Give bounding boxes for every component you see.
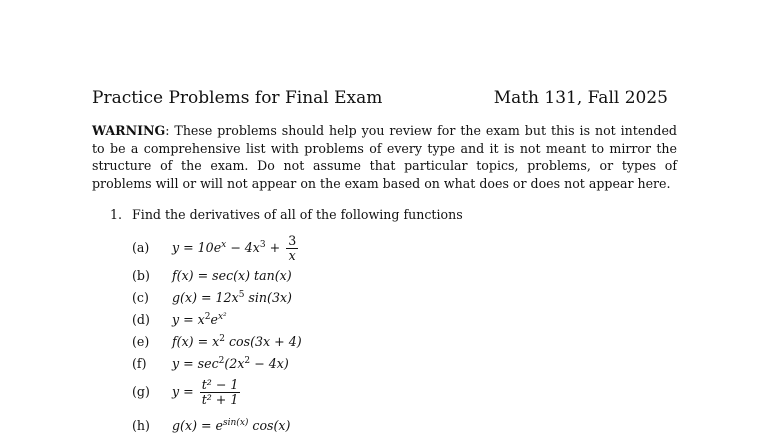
list-item-g xyxy=(132,378,242,407)
item-label: (a) xyxy=(132,240,150,255)
item-expr-part: y = 10e xyxy=(172,240,222,255)
item-exponent: 2 xyxy=(204,312,211,322)
item-expr-part: g(x) = e xyxy=(172,418,224,434)
item-expr-part: g(x) = 12x xyxy=(172,290,239,306)
document-title: Practice Problems for Final Exam xyxy=(92,88,383,108)
item-expr: f(x) = sec(x) tan(x) xyxy=(172,268,292,283)
problem-number: 1. xyxy=(110,207,123,222)
item-label: (d) xyxy=(132,312,150,328)
fraction-denominator: t² + 1 xyxy=(201,392,239,407)
problem-prompt: Find the derivatives of all of the following functions xyxy=(132,207,463,222)
fraction-denominator: x xyxy=(288,248,296,263)
item-fraction xyxy=(200,378,241,407)
item-label: (f) xyxy=(132,356,147,372)
item-expr-part: − 4x xyxy=(226,240,260,255)
item-label: (g) xyxy=(132,384,150,399)
item-exponent: 2 xyxy=(218,356,225,366)
item-expr-part: cos(3x + 4) xyxy=(225,334,302,350)
list-item-f xyxy=(132,356,289,371)
course-term: Math 131, Fall 2025 xyxy=(493,88,668,108)
item-exponent: sin(x) xyxy=(223,418,249,428)
warning-paragraph xyxy=(92,122,677,192)
item-expr-part: y = x xyxy=(172,312,205,328)
item-fraction xyxy=(286,234,298,263)
item-expr-part: sin(3x) xyxy=(244,290,292,306)
item-exponent: 2 xyxy=(244,356,251,366)
warning-text: : These problems should help you review for the exam but this is not intended to be a comprehensive list with problems of every type and it is not meant to mirror the structure of the exam. Do not assume that particular topics, problems, or types of problems will or will not appear on the exam based on what does or does not appear here. xyxy=(92,123,677,191)
item-exponent: x² xyxy=(217,312,227,322)
item-label: (c) xyxy=(132,290,149,306)
list-item-h xyxy=(132,418,290,433)
item-exponent: 5 xyxy=(238,290,245,300)
problem-1 xyxy=(110,207,463,222)
warning-label: WARNING xyxy=(92,123,166,138)
item-expr-part: − 4x) xyxy=(250,356,289,372)
fraction-numerator: 3 xyxy=(288,233,297,248)
list-item-c xyxy=(132,290,292,305)
item-exponent: 2 xyxy=(219,334,225,344)
item-expr-part: e xyxy=(210,312,218,328)
item-expr-part: f(x) = x xyxy=(172,334,220,350)
item-label: (h) xyxy=(132,418,150,434)
list-item-d xyxy=(132,312,227,327)
item-expr-part: y = sec xyxy=(172,356,219,372)
list-item-a xyxy=(132,234,300,263)
item-label: (b) xyxy=(132,268,150,283)
item-label: (e) xyxy=(132,334,150,350)
item-expr-part: y = xyxy=(172,384,198,399)
item-expr-part: + xyxy=(265,240,285,255)
list-item-e xyxy=(132,334,302,349)
item-expr-part: cos(x) xyxy=(248,418,291,434)
item-expr-part: (2x xyxy=(224,356,245,372)
item-exponent: x xyxy=(221,239,227,250)
document-header xyxy=(92,88,668,108)
list-item-b xyxy=(132,268,292,283)
fraction-numerator: t² − 1 xyxy=(201,377,239,392)
item-exponent: 3 xyxy=(259,239,266,250)
